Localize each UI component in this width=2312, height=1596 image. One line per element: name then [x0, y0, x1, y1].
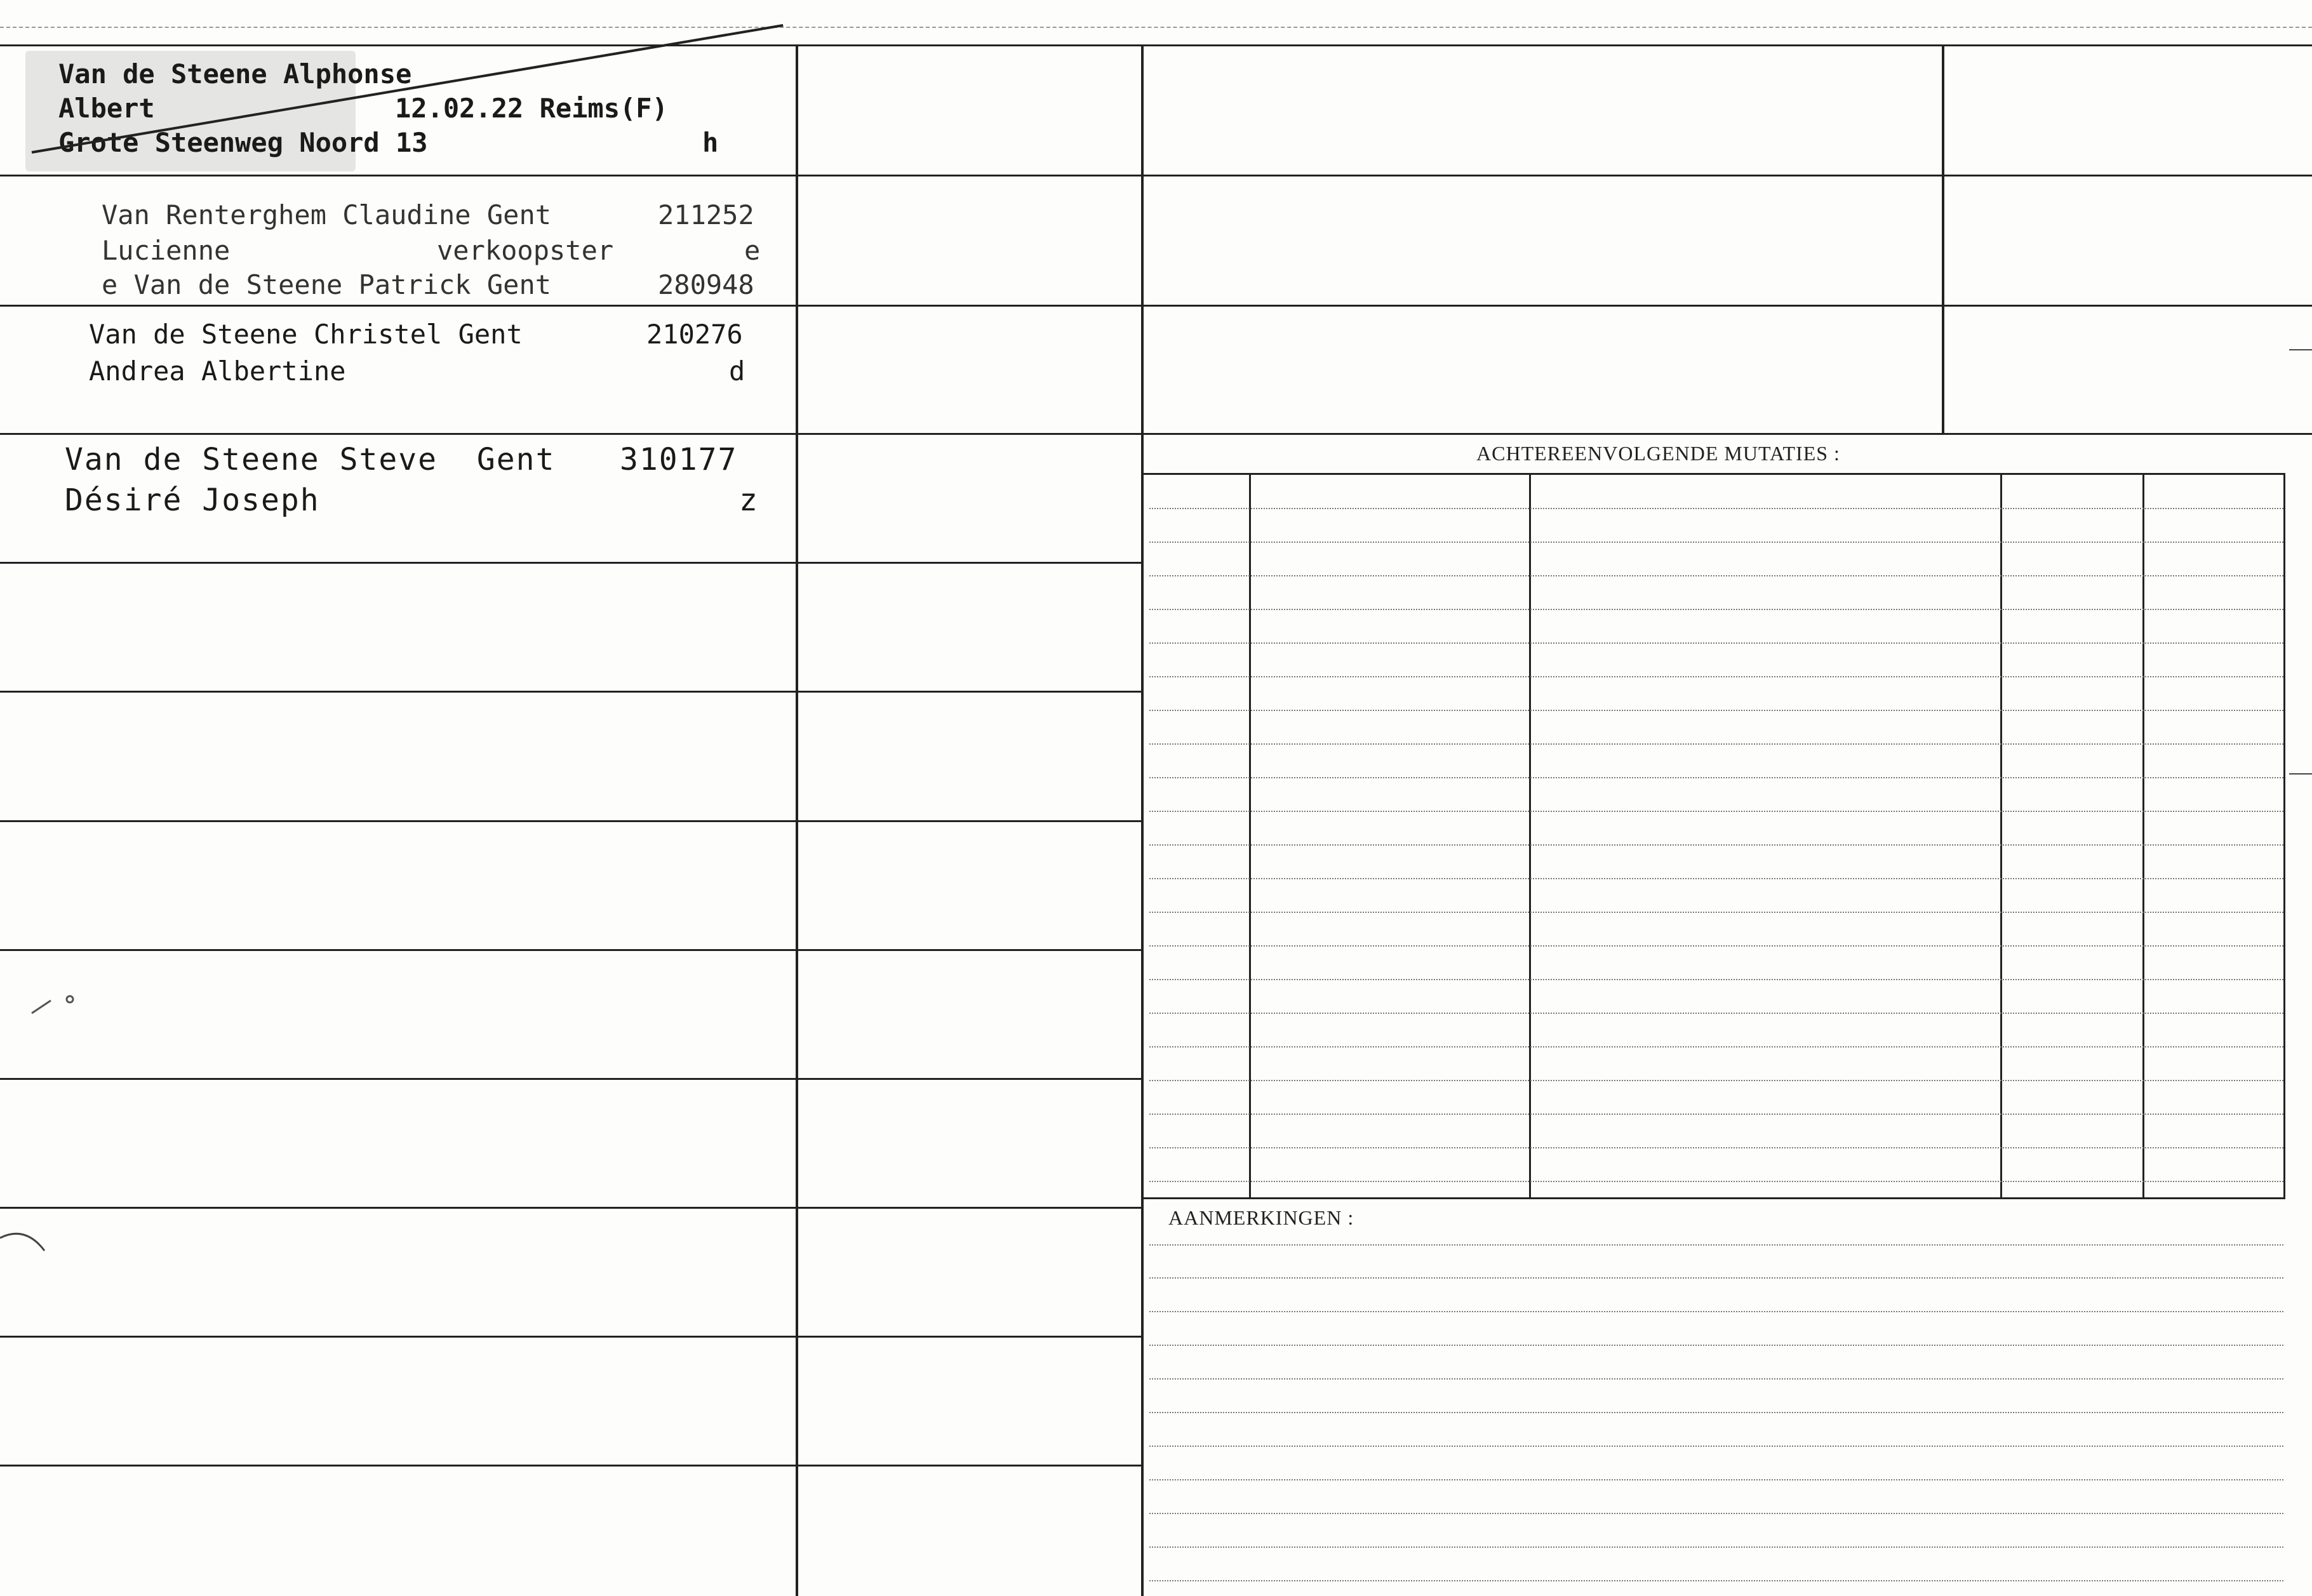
mutations-col-5 [2283, 474, 2285, 1198]
mutations-rule [1149, 1046, 2283, 1047]
mutations-rule [1149, 979, 2283, 980]
pencil-mark [0, 1225, 57, 1263]
mutations-rule [1149, 945, 2283, 947]
entry-3-date: 210276 [646, 319, 743, 350]
mutations-rule [1149, 743, 2283, 745]
remarks-rule [1149, 1446, 2283, 1447]
top-faint-line [0, 27, 2312, 28]
row-sep-5 [0, 691, 1141, 693]
pencil-mark [25, 988, 83, 1026]
row-sep-9 [0, 1207, 1141, 1209]
mutations-rule [1149, 575, 2283, 576]
right-row-sep-3 [1142, 433, 2312, 435]
right-row-sep-2 [1142, 305, 2312, 307]
mutations-bottom [1142, 1197, 2285, 1199]
divider-col-2 [1141, 46, 1144, 1596]
mutations-rule [1149, 1013, 2283, 1014]
mutations-rule [1149, 542, 2283, 543]
mutations-rule [1149, 642, 2283, 644]
remarks-rule [1149, 1479, 2283, 1480]
mutations-col-2 [1529, 474, 1531, 1198]
remarks-rule [1149, 1311, 2283, 1312]
entry-2-occupation: verkoopster [437, 235, 614, 266]
remarks-header: AANMERKINGEN : [1168, 1206, 1354, 1229]
top-border [0, 44, 2312, 46]
remarks-rule [1149, 1244, 2283, 1246]
mutations-rule [1149, 878, 2283, 879]
remarks-rule [1149, 1345, 2283, 1346]
remarks-rule [1149, 1412, 2283, 1413]
divider-col-3 [1942, 46, 1944, 433]
entry-2-line2: Lucienne [102, 235, 231, 266]
mutations-rule [1149, 609, 2283, 610]
mutations-rule [1149, 1114, 2283, 1115]
remarks-rule [1149, 1546, 2283, 1548]
entry-2-code: e [744, 235, 761, 266]
row-sep-3 [0, 433, 1141, 435]
row-sep-6 [0, 820, 1141, 822]
row-sep-8 [0, 1078, 1141, 1080]
row-sep-4 [0, 562, 1141, 564]
mutations-rule [1149, 676, 2283, 677]
entry-4-date: 310177 [620, 442, 738, 477]
entry-1-birth: 12.02.22 Reims(F) [395, 93, 668, 124]
remarks-rule [1149, 1580, 2283, 1581]
mutations-rule [1149, 844, 2283, 846]
mutations-rule [1149, 1147, 2283, 1148]
entry-1-code: h [702, 127, 719, 158]
entry-3-code: d [729, 356, 745, 387]
entry-1-line1: Van de Steene Alphonse [58, 58, 412, 90]
right-row-sep-1 [1142, 175, 2312, 176]
entry-2-line3: e Van de Steene Patrick Gent [102, 269, 552, 300]
entry-4-code: z [739, 482, 759, 518]
mutations-col-4 [2142, 474, 2144, 1198]
row-sep-7 [0, 949, 1141, 951]
entry-1-line3: Grote Steenweg Noord 13 [58, 127, 428, 158]
entry-2-date1: 211252 [658, 199, 754, 230]
entry-1-line2: Albert [58, 93, 155, 124]
row-sep-2 [0, 305, 1141, 307]
mutations-header: ACHTEREENVOLGENDE MUTATIES : [1476, 442, 1840, 465]
entry-4-line2: Désiré Joseph [65, 482, 320, 518]
margin-tick [2289, 349, 2312, 350]
entry-2-line1: Van Renterghem Claudine Gent [102, 199, 552, 230]
row-sep-10 [0, 1336, 1141, 1338]
entry-3-line2: Andrea Albertine [89, 356, 346, 387]
mutations-rule [1149, 508, 2283, 509]
mutations-rule [1149, 912, 2283, 913]
mutations-rule [1149, 777, 2283, 778]
remarks-rule [1149, 1378, 2283, 1380]
row-sep-1 [0, 175, 1141, 176]
remarks-rule [1149, 1513, 2283, 1514]
row-sep-11 [0, 1465, 1141, 1466]
entry-2-date2: 280948 [658, 269, 754, 300]
mutations-header-bottom [1142, 473, 2285, 475]
mutations-rule [1149, 1080, 2283, 1081]
mutations-col-1 [1249, 474, 1251, 1198]
mutations-rule [1149, 811, 2283, 812]
entry-4-line1: Van de Steene Steve Gent [65, 442, 556, 477]
entry-3-line1: Van de Steene Christel Gent [89, 319, 523, 350]
mutations-col-3 [2000, 474, 2002, 1198]
mutations-rule [1149, 710, 2283, 711]
margin-tick [2289, 773, 2312, 775]
mutations-rule [1149, 1181, 2283, 1182]
remarks-rule [1149, 1277, 2283, 1279]
